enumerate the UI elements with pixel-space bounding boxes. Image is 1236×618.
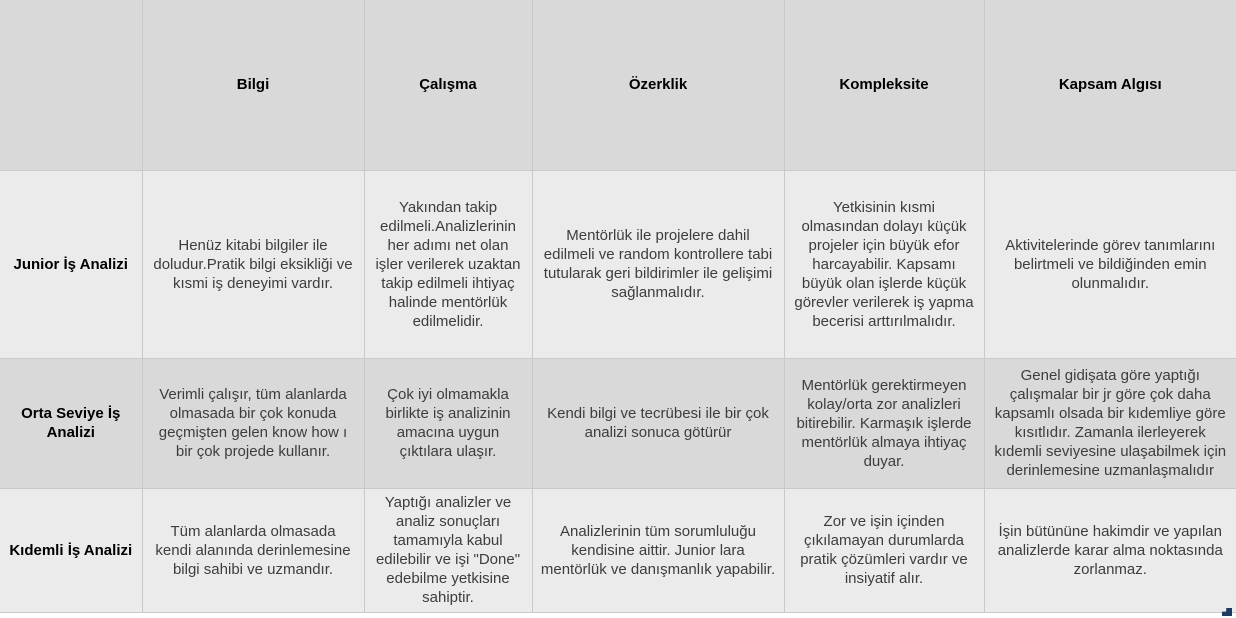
cell-orta-calisma: Çok iyi olmamakla birlikte iş analizinin amacına uygun çıktılara ulaşır.	[364, 358, 532, 488]
cell-kidemli-kapsam: İşin bütününe hakimdir ve yapılan analizlerde karar alma noktasında zorlanmaz.	[984, 488, 1236, 612]
table-row-junior	[0, 170, 1236, 358]
cell-orta-kompleksite: Mentörlük gerektirmeyen kolay/orta zor analizleri bitirebilir. Karmaşık işlerde mentörlük almaya ihtiyaç duyar.	[784, 358, 984, 488]
table-row-kidemli	[0, 488, 1236, 612]
column-header-calisma: Çalışma	[364, 0, 532, 170]
row-label-orta-seviye: Orta Seviye İş Analizi	[0, 358, 142, 488]
header-row	[0, 0, 1236, 170]
cell-orta-ozerklik: Kendi bilgi ve tecrübesi ile bir çok analizi sonuca götürür	[532, 358, 784, 488]
row-label-junior: Junior İş Analizi	[0, 170, 142, 358]
cell-kidemli-kompleksite: Zor ve işin içinden çıkılamayan durumlarda pratik çözümleri vardır ve insiyatif alır.	[784, 488, 984, 612]
cell-kidemli-calisma: Yaptığı analizler ve analiz sonuçları tamamıyla kabul edilebilir ve işi "Done" edebilme yetkisine sahiptir.	[364, 488, 532, 612]
cell-junior-kapsam: Aktivitelerinde görev tanımlarını belirtmeli ve bildiğinden emin olunmalıdır.	[984, 170, 1236, 358]
column-header-kapsam-algisi: Kapsam Algısı	[984, 0, 1236, 170]
column-header-bilgi: Bilgi	[142, 0, 364, 170]
column-header-kompleksite: Kompleksite	[784, 0, 984, 170]
table-row-orta-seviye	[0, 358, 1236, 488]
cell-orta-bilgi: Verimli çalışır, tüm alanlarda olmasada bir çok konuda geçmişten gelen know how ı bir çok projede kullanır.	[142, 358, 364, 488]
cell-kidemli-ozerklik: Analizlerinin tüm sorumluluğu kendisine aittir. Junior lara mentörlük ve danışmanlık yapabilir.	[532, 488, 784, 612]
cell-junior-bilgi: Henüz kitabi bilgiler ile doludur.Pratik bilgi eksikliği ve kısmi iş deneyimi vardır.	[142, 170, 364, 358]
cell-kidemli-bilgi: Tüm alanlarda olmasada kendi alanında derinlemesine bilgi sahibi ve uzmandır.	[142, 488, 364, 612]
corner-empty-cell	[0, 0, 142, 170]
cell-orta-kapsam: Genel gidişata göre yaptığı çalışmalar bir jr göre çok daha kapsamlı olsada bir kıdemliye göre kısıtlıdır. Zamanla ilerleyerek kıdemli seviyesine ulaşabilmek için derinlemesine uzmanlaşmalıdır	[984, 358, 1236, 488]
cell-junior-calisma: Yakından takip edilmeli.Analizlerinin her adımı net olan işler verilerek uzaktan takip edilmeli ihtiyaç halinde mentörlük edilmelidir.	[364, 170, 532, 358]
column-header-ozerklik: Özerklik	[532, 0, 784, 170]
cell-junior-kompleksite: Yetkisinin kısmi olmasından dolayı küçük projeler için büyük efor harcayabilir. Kapsamı büyük olan işlerde küçük görevler verilerek iş yapma becerisi arttırılmalıdır.	[784, 170, 984, 358]
cell-junior-ozerklik: Mentörlük ile projelere dahil edilmeli ve random kontrollere tabi tutularak geri bildirimler ile gelişimi sağlanmalıdır.	[532, 170, 784, 358]
row-label-kidemli: Kıdemli İş Analizi	[0, 488, 142, 612]
